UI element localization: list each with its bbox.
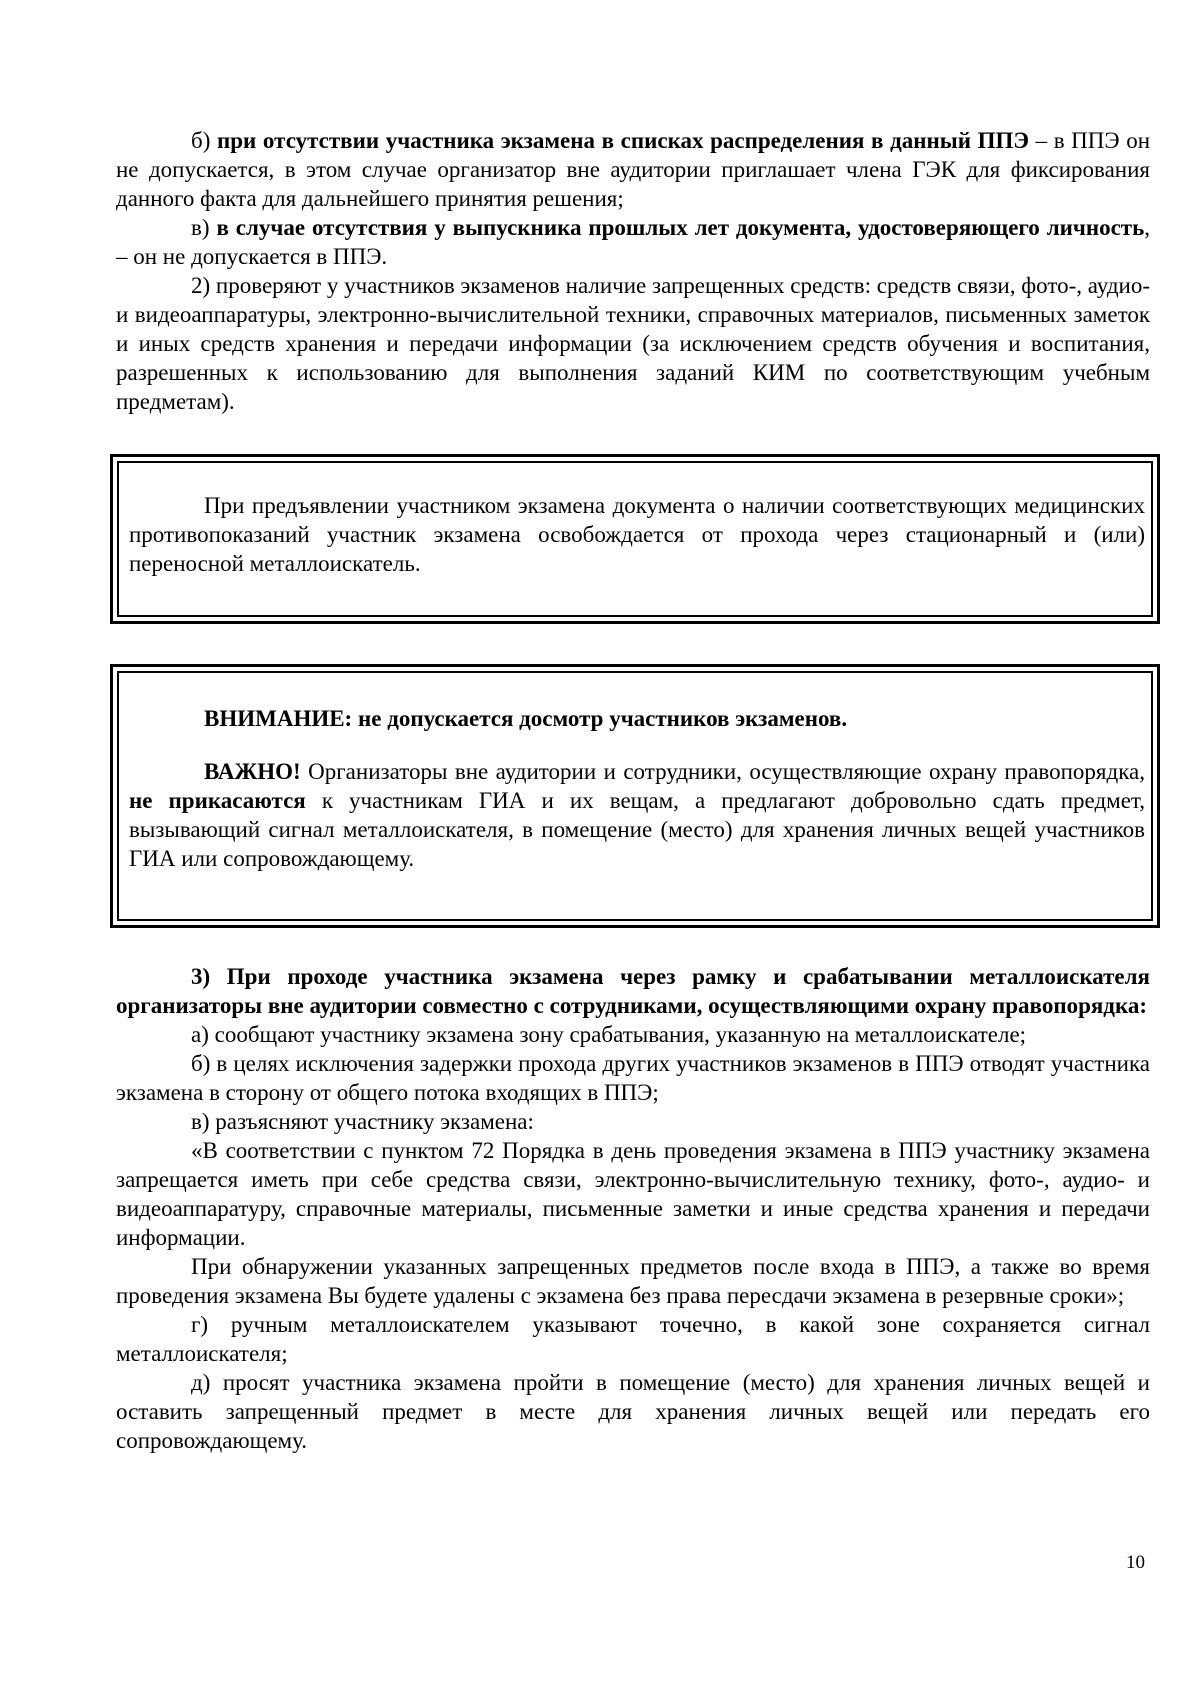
attention-inner xyxy=(117,671,1153,921)
important-paragraph xyxy=(129,757,1145,873)
quote-2: При обнаружении указанных запрещенных предметов после входа в ППЭ, а также во время проведения экзамена Вы будете удалены с экзамена без права пересдачи экзамена в резервные сроки»; xyxy=(116,1254,1150,1308)
important-text-cont: к участникам ГИА и их вещам, а предлагают добровольно сдать предмет, вызывающий сигнал металлоискателя, в помещение (место) для хранения личных вещей участников ГИА или сопровождающему. xyxy=(129,788,1146,871)
item-a: а) сообщают участнику экзамена зону срабатывания, указанную на металлоискателе; xyxy=(191,1022,1027,1047)
item-label: б) xyxy=(191,128,211,153)
section-3 xyxy=(116,962,1150,1455)
section-3-heading: 3) При проходе участника экзамена через рамку и срабатывании металлоискателя организаторы вне аудитории совместно с сотрудниками, осуществляющими охрану правопорядка: xyxy=(116,964,1150,1018)
item-d: д) просят участника экзамена пройти в помещение (место) для хранения личных вещей и оставить запрещенный предмет в месте для хранения личных вещей или передать его сопровождающему. xyxy=(116,1370,1150,1453)
bold-phrase: в случае отсутствия у выпускника прошлых лет документа, удостоверяющего личность xyxy=(216,215,1145,240)
section-top xyxy=(116,126,1150,416)
paragraph-b xyxy=(116,126,1150,213)
paragraph-2: 2) проверяют у участников экзаменов наличие запрещенных средств: средств связи, фото-, аудио- и видеоаппаратуры, электронно-вычислительной техники, справочных материалов, письменных заметок и иных средств хранения и передачи информации (за исключением средств обучения и воспитания, разрешенных к использованию для выполнения заданий КИМ по соответствующим учебным предметам). xyxy=(116,273,1151,414)
attention-line xyxy=(129,704,1145,733)
attention-text: не допускается досмотр участников экзаменов. xyxy=(357,706,848,731)
important-text: Организаторы вне аудитории и сотрудники, осуществляющие охрану правопорядка, xyxy=(308,759,1145,784)
item-label: в) xyxy=(191,215,210,240)
item-b: б) в целях исключения задержки прохода других участников экзаменов в ППЭ отводят участника экзамена в сторону от общего потока входящих в ППЭ; xyxy=(116,1051,1150,1105)
paragraph-v xyxy=(116,213,1150,271)
item-g: г) ручным металлоискателем указывают точечно, в какой зоне сохраняется сигнал металлоискателя; xyxy=(116,1312,1150,1366)
document-page xyxy=(116,126,1151,1453)
quote-1: «В соответствии с пунктом 72 Порядка в день проведения экзамена в ППЭ участнику экзамена запрещается иметь при себе средства связи, электронно-вычислительную технику, фото-, аудио- и видеоаппаратуру, справочные материалы, письменные заметки и иные средства хранения и передачи информации. xyxy=(116,1138,1150,1250)
paragraph-text: , – он не допускается в ППЭ. xyxy=(116,215,1151,269)
important-bold: не прикасаются xyxy=(129,788,306,813)
attention-box xyxy=(110,664,1160,928)
page-number: 10 xyxy=(1126,1552,1145,1573)
medical-notice-text: При предъявлении участником экзамена документа о наличии соответствующих медицинских противопоказаний участник экзамена освобождается от прохода через стационарный и (или) переносной металлоискатель. xyxy=(129,493,1145,576)
medical-notice-inner xyxy=(117,461,1153,617)
paragraph-text: – в ППЭ он не допускается, в этом случае организатор вне аудитории приглашает члена ГЭК для фиксирования данного факта для дальнейшего принятия решения; xyxy=(116,128,1151,211)
attention-label: ВНИМАНИЕ: xyxy=(204,706,353,731)
medical-notice-box xyxy=(110,454,1160,624)
item-v: в) разъясняют участнику экзамена: xyxy=(191,1109,534,1134)
important-label: ВАЖНО! xyxy=(204,759,301,784)
bold-phrase: при отсутствии участника экзамена в списках распределения в данный ППЭ xyxy=(217,128,1029,153)
